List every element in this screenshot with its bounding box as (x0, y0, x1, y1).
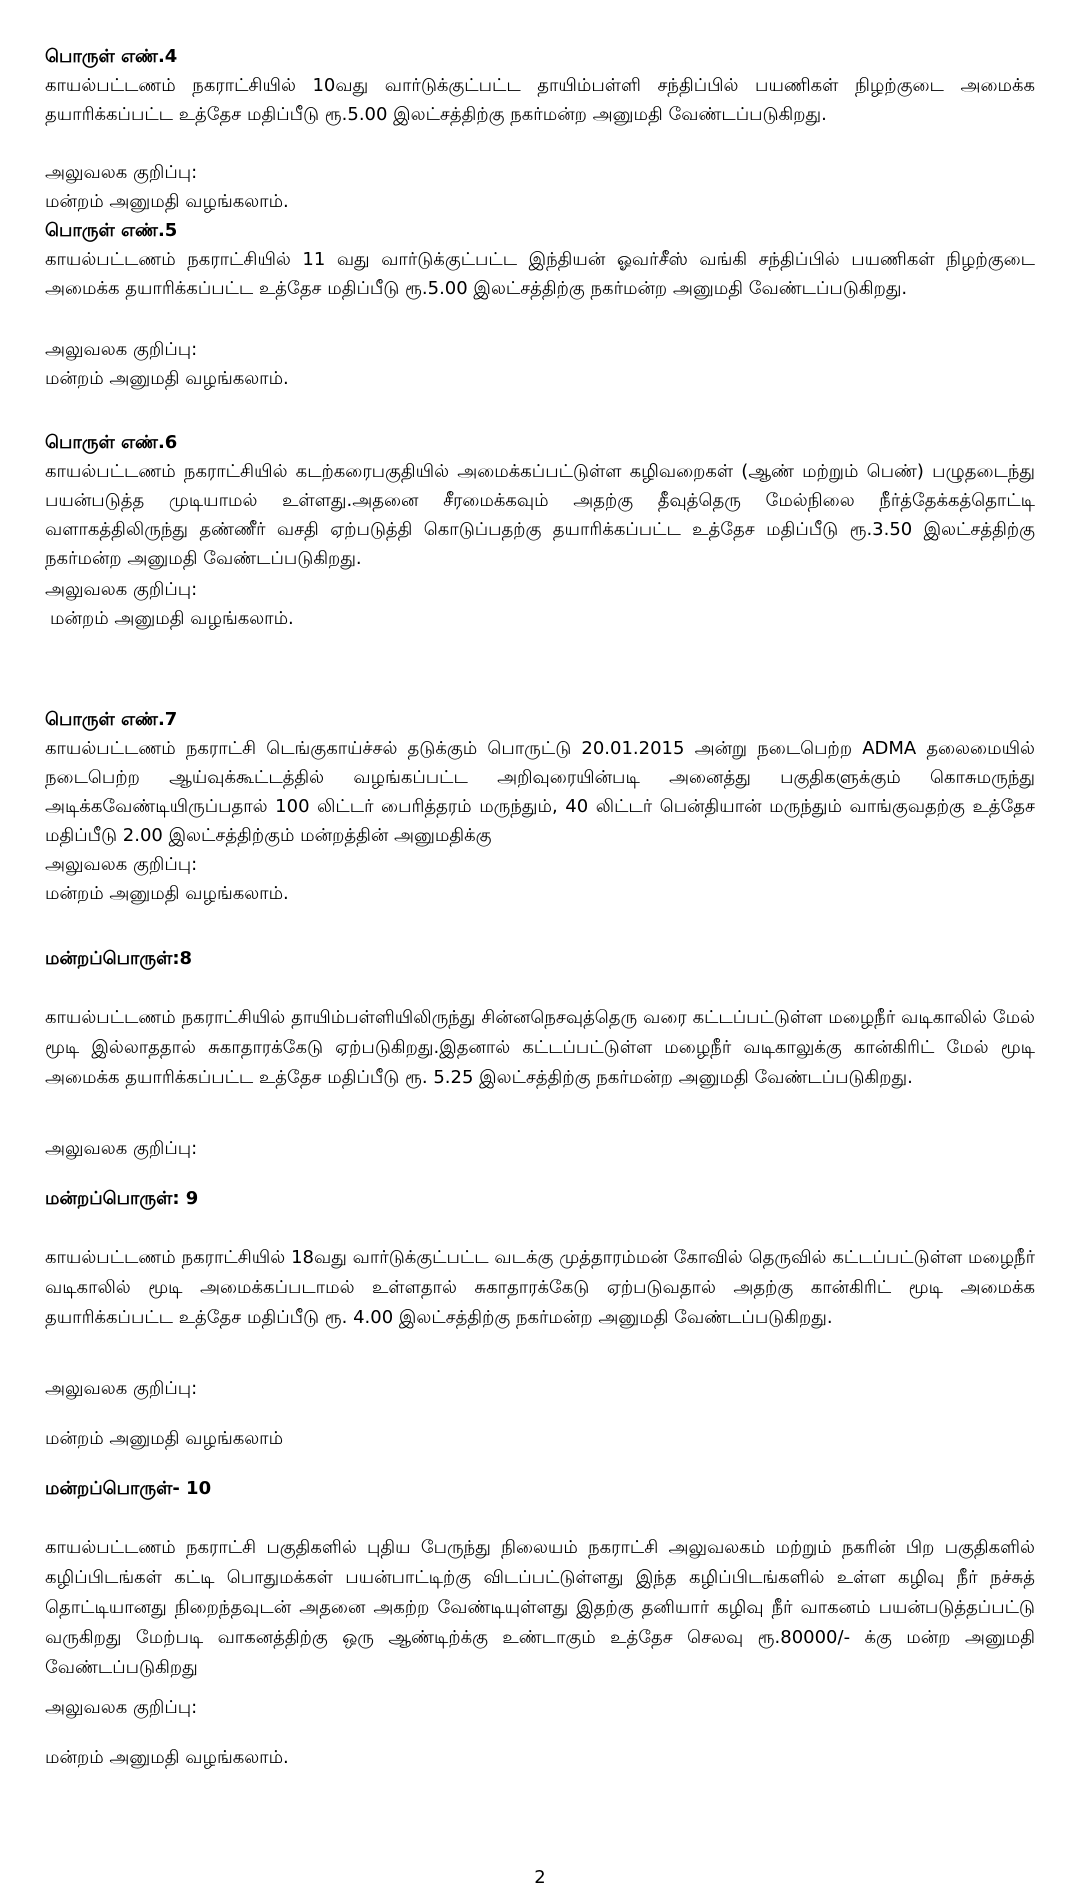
item-heading: பொருள் எண்.7 (45, 709, 178, 730)
item-heading: பொருள் எண்.4 (45, 46, 178, 67)
item-body: காயல்பட்டணம் நகராட்சியில் கடற்கரைபகுதியில் அமைக்கப்பட்டுள்ள கழிவறைகள் (ஆண் மற்றும் பெண்) பழுதடைந்து பயன்படுத்த முடியாமல் உள்ளது.அதனை சீரமைக்கவும் அதற்கு தீவுத்தெரு மேல்நிலை நீர்த்தேக்கத்தொட்டி வளாகத்திலிருந்து தண்ணீர் வசதி ஏற்படுத்தி கொடுப்பதற்கு தயாரிக்கப்பட்ட உத்தேச மதிப்பீடு ரூ.3.50 இலட்சத்திற்கு நகர்மன்ற அனுமதி வேண்டப்படுகிறது. (45, 461, 1035, 569)
item-body: காயல்பட்டணம் நகராட்சியில் தாயிம்பள்ளியிலிருந்து சின்னநெசவுத்தெரு வரை கட்டப்பட்டுள்ள மழைநீர் வடிகாலில் மேல் மூடி இல்லாததால் சுகாதாரக்கேடு ஏற்படுகிறது.இதனால் கட்டப்பட்டுள்ள மழைநீர் வடிகாலுக்கு கான்கிரிட் மேல் மூடி அமைக்க தயாரிக்கப்பட்ட உத்தேச மதிப்பீடு ரூ. 5.25 இலட்சத்திற்கு நகர்மன்ற அனுமதி வேண்டப்படுகிறது. (45, 1007, 1035, 1088)
office-note: மன்றம் அனுமதி வழங்கலாம். (45, 1747, 289, 1768)
office-note: மன்றம் அனுமதி வழங்கலாம். (45, 191, 289, 212)
page-number: 2 (534, 1867, 546, 1888)
office-note-label: அலுவலக குறிப்பு: (45, 162, 198, 183)
item-body: காயல்பட்டணம் நகராட்சியில் 11 வது வார்டுக்குட்பட்ட இந்தியன் ஓவர்சீஸ் வங்கி சந்திப்பில் பயணிகள் நிழற்குடை அமைக்க தயாரிக்கப்பட்ட உத்தேச மதிப்பீடு ரூ.5.00 இலட்சத்திற்கு நகர்மன்ற அனுமதி வேண்டப்படுகிறது. (45, 249, 1035, 299)
item-heading: பொருள் எண்.5 (45, 220, 178, 241)
office-note: மன்றம் அனுமதி வழங்கலாம். (45, 883, 289, 904)
item-body: காயல்பட்டணம் நகராட்சி பகுதிகளில் புதிய பேருந்து நிலையம் நகராட்சி அலுவலகம் மற்றும் நகரின் பிற பகுதிகளில் கழிப்பிடங்கள் கட்டி பொதுமக்கள் பயன்பாட்டிற்கு விடப்பட்டுள்ளது இந்த கழிப்பிடங்களில் உள்ள கழிவு நீர் நச்சுத் தொட்டியானது நிறைந்தவுடன் அதனை அகற்ற வேண்டியுள்ளது இதற்கு தனியார் கழிவு நீர் வாகனம் பயன்படுத்தப்பட்டு வருகிறது மேற்படி வாகனத்திற்கு ஒரு ஆண்டிற்க்கு உண்டாகும் உத்தேச செலவு ரூ.80000/- க்கு மன்ற அனுமதி வேண்டப்படுகிறது (45, 1537, 1035, 1678)
item-heading: மன்றப்பொருள்: 9 (45, 1188, 199, 1209)
office-note-label: அலுவலக குறிப்பு: (45, 339, 198, 360)
item-heading: மன்றப்பொருள்:8 (45, 948, 193, 969)
item-body: காயல்பட்டணம் நகராட்சி டெங்குகாய்ச்சல் தடுக்கும் பொருட்டு 20.01.2015 அன்று நடைபெற்ற ADMA தலைமையில் நடைபெற்ற ஆய்வுக்கூட்டத்தில் வழங்கப்பட்ட அறிவுரையின்படி அனைத்து பகுதிகளுக்கும் கொசுமருந்து அடிக்கவேண்டியிருப்பதால் 100 லிட்டர் பைரித்தரம் மருந்தும், 40 லிட்டர் பென்தியான் மருந்தும் வாங்குவதற்கு உத்தேச மதிப்பீடு 2.00 இலட்சத்திற்கும் மன்றத்தின் அனுமதிக்கு (45, 738, 1035, 846)
office-note: மன்றம் அனுமதி வழங்கலாம். (50, 608, 294, 629)
office-note-label: அலுவலக குறிப்பு: (45, 1378, 198, 1399)
office-note-label: அலுவலக குறிப்பு: (45, 1697, 198, 1718)
office-note: மன்றம் அனுமதி வழங்கலாம் (45, 1428, 284, 1449)
office-note-label: அலுவலக குறிப்பு: (45, 1138, 198, 1159)
office-note-label: அலுவலக குறிப்பு: (45, 579, 198, 600)
item-body: காயல்பட்டணம் நகராட்சியில் 18வது வார்டுக்குட்பட்ட வடக்கு முத்தாரம்மன் கோவில் தெருவில் கட்டப்பட்டுள்ள மழைநீர் வடிகாலில் மூடி அமைக்கப்படாமல் உள்ளதால் சுகாதாரக்கேடு ஏற்படுவதால் அதற்கு கான்கிரிட் மூடி அமைக்க தயாரிக்கப்பட்ட உத்தேச மதிப்பீடு ரூ. 4.00 இலட்சத்திற்கு நகர்மன்ற அனுமதி வேண்டப்படுகிறது. (45, 1247, 1035, 1328)
item-body: காயல்பட்டணம் நகராட்சியில் 10வது வார்டுக்குட்பட்ட தாயிம்பள்ளி சந்திப்பில் பயணிகள் நிழற்குடை அமைக்க தயாரிக்கப்பட்ட உத்தேச மதிப்பீடு ரூ.5.00 இலட்சத்திற்கு நகர்மன்ற அனுமதி வேண்டப்படுகிறது. (45, 75, 1035, 125)
item-heading: பொருள் எண்.6 (45, 432, 178, 453)
office-note: மன்றம் அனுமதி வழங்கலாம். (45, 368, 289, 389)
item-heading: மன்றப்பொருள்- 10 (45, 1478, 212, 1499)
office-note-label: அலுவலக குறிப்பு: (45, 854, 198, 875)
